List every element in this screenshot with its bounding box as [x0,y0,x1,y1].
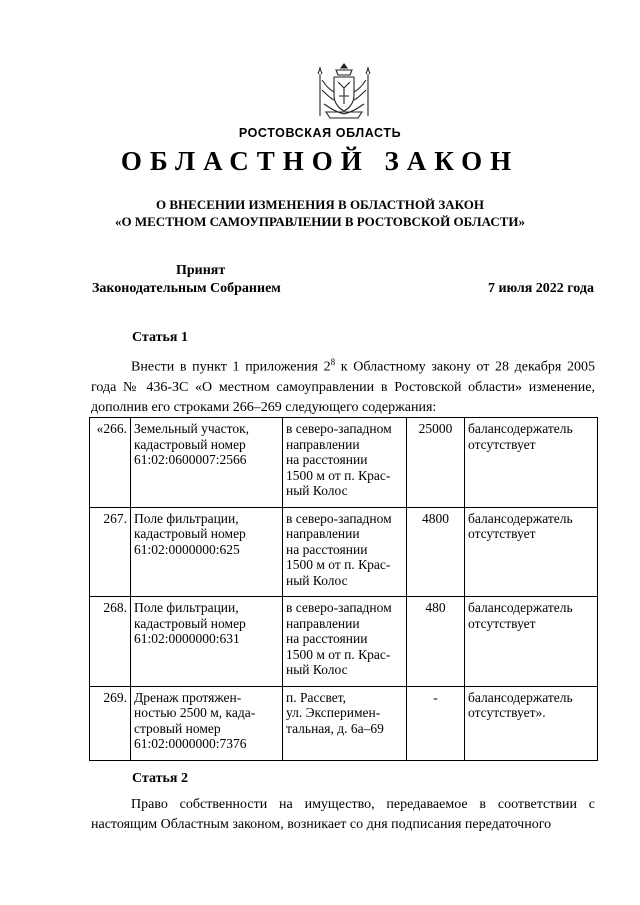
row-number-cell: 267. [90,507,131,597]
object-name-cell-line: Поле фильтрации, [134,600,239,615]
row-number-cell: 269. [90,686,131,760]
adoption-body: Законодательным Собранием [92,281,281,296]
holder-cell-line: балансодержатель [468,600,573,615]
article-1-text [91,352,595,418]
location-cell-line: ный Колос [286,662,348,677]
location-cell-line: на расстоянии [286,541,368,557]
holder-cell [465,597,598,687]
location-cell-line: тальная, д. 6а–69 [286,720,384,736]
object-name-cell-line: кадастровый номер [134,615,246,631]
object-name-cell-line: ностью 2500 м, када- [134,705,256,720]
table-row [90,418,598,508]
location-cell-line: п. Рассвет, [286,689,347,705]
location-cell-line: 1500 м от п. Крас- [286,646,391,662]
article-1-heading: Статья 1 [132,330,188,345]
location-cell-line: на расстоянии [286,452,368,467]
holder-cell-line: отсутствует [468,615,536,631]
law-subtitle-line: О ВНЕСЕНИИ ИЗМЕНЕНИЯ В ОБЛАСТНОЙ ЗАКОН [156,197,484,212]
object-name-cell [131,418,283,508]
location-cell-line: ный Колос [286,572,348,588]
object-name-cell-line: 61:02:0000000:625 [134,541,240,557]
object-name-cell-line: кадастровый номер [134,436,246,452]
property-table-body [90,418,598,761]
holder-cell-line: отсутствует [468,436,536,452]
object-name-cell-line: стровый номер [134,720,221,736]
coat-of-arms-icon [312,60,376,124]
object-name-cell [131,597,283,687]
holder-cell [465,507,598,597]
holder-cell-line: балансодержатель [468,510,573,526]
law-title: ОБЛАСТНОЙ ЗАКОН [120,146,520,176]
row-number-cell: 268. [90,597,131,687]
location-cell [283,418,407,508]
location-cell-line: направлении [286,615,360,631]
holder-cell-line: отсутствует [468,526,536,541]
location-cell-line: направлении [286,526,360,541]
adoption-date: 7 июля 2022 года [487,281,594,296]
location-cell-line: в северо-западном [286,421,392,436]
object-name-cell [131,507,283,597]
article-1-text-part: к Областному закону от 28 декабря 2005 года № 436-ЗС «О местном самоуправлении в Ростовской области» изменение, дополнив его строками 266–269 следующего содержания: [91,359,595,415]
table-row [90,507,598,597]
location-cell-line: в северо-западном [286,600,392,615]
object-name-cell-line: 61:02:0000000:7376 [134,736,247,751]
area-cell: - [407,686,465,760]
location-cell-line: 1500 м от п. Крас- [286,557,391,572]
table-row [90,686,598,760]
holder-cell [465,418,598,508]
law-subtitle-line: «О МЕСТНОМ САМОУПРАВЛЕНИИ В РОСТОВСКОЙ ОБЛАСТИ» [115,214,525,229]
article-2-heading: Статья 2 [132,771,188,786]
location-cell-line: ный Колос [286,483,348,498]
object-name-cell-line: Поле фильтрации, [134,510,239,526]
object-name-cell-line: кадастровый номер [134,526,246,541]
location-cell-line: на расстоянии [286,631,368,646]
location-cell [283,507,407,597]
article-1-text-part: Внести в пункт 1 приложения 2 [131,359,331,375]
holder-cell [465,686,598,760]
holder-cell-line: отсутствует». [468,705,546,720]
article-2-text: Право собственности на имущество, передаваемое в соответствии с настоящим Областным законом, возникает со дня подписания передаточного [91,797,595,832]
object-name-cell-line: Дренаж протяжен- [134,689,242,705]
adoption-label: Принят [176,263,226,278]
object-name-cell-line: Земельный участок, [134,421,250,436]
location-cell-line: в северо-западном [286,510,392,526]
object-name-cell [131,686,283,760]
object-name-cell-line: 61:02:0000000:631 [134,631,240,646]
table-row [90,597,598,687]
location-cell-line: 1500 м от п. Крас- [286,467,391,483]
location-cell-line: направлении [286,436,360,452]
area-cell: 25000 [407,418,465,508]
location-cell [283,597,407,687]
holder-cell-line: балансодержатель [468,689,573,705]
article-1-superscript: 8 [330,357,336,367]
area-cell: 4800 [407,507,465,597]
location-cell [283,686,407,760]
row-number-cell: «266. [90,418,131,508]
property-table [89,417,598,761]
object-name-cell-line: 61:02:0600007:2566 [134,452,247,467]
area-cell: 480 [407,597,465,687]
location-cell-line: ул. Эксперимен- [286,705,381,720]
region-name: РОСТОВСКАЯ ОБЛАСТЬ [238,126,402,140]
law-subtitle [0,196,640,230]
holder-cell-line: балансодержатель [468,421,573,436]
